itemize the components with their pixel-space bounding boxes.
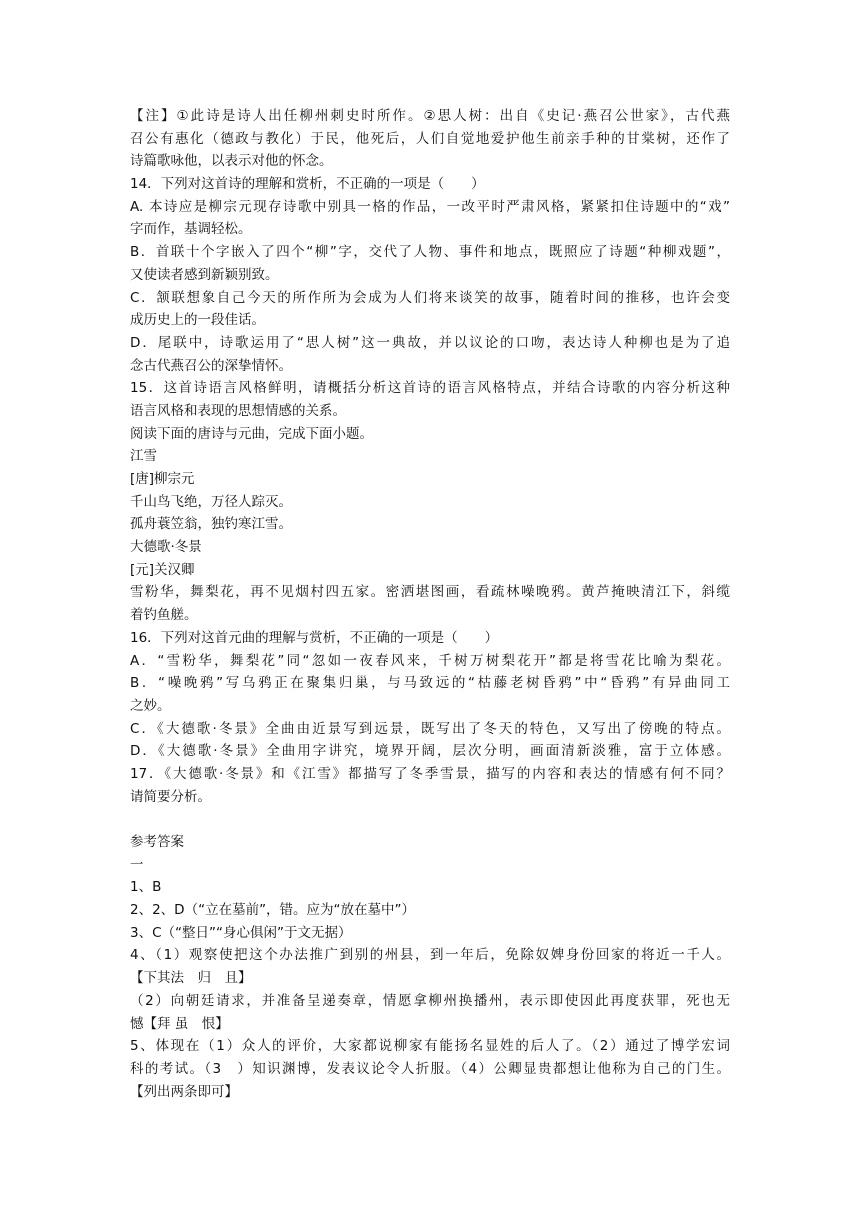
question-16-option-a: A．“雪粉华，舞梨花”同“忽如一夜春风来，千树万树梨花开”都是将雪花比喻为梨花。 <box>130 652 730 669</box>
qu-text-line-1: 雪粉华，舞梨花，再不见烟村四五家。密洒堪图画，看疏林噪晚鸦。黄芦掩映清江下，斜缆 <box>130 584 730 601</box>
question-17-line-2: 请简要分析。 <box>130 788 211 805</box>
qu-text-line-2: 着钓鱼艖。 <box>130 607 198 624</box>
answer-1: 1、B <box>130 879 162 896</box>
answer-5-line-2: 科的考试。（3 ）知识渊博，发表议论令人折服。（4）公卿显贵都想让他称为自己的门生。 <box>130 1060 730 1077</box>
question-14-option-c-line-2: 成历史上的一段佳话。 <box>130 312 265 329</box>
document-body <box>130 105 730 1103</box>
answer-4-line-1: 4、（1）观察使把这个办法推广到别的州县，到一年后，免除奴婢身份回家的将近一千人。 <box>130 947 730 964</box>
question-16-option-c: C．《大德歌·冬景》全曲由近景写到远景，既写出了冬天的特色，又写出了傍晚的特点。 <box>130 720 730 737</box>
poem-author: [唐]柳宗元 <box>130 471 195 487</box>
question-16-option-d: D．《大德歌·冬景》全曲用字讲究，境界开阔，层次分明，画面清新淡雅，富于立体感。 <box>130 743 730 760</box>
answer-4-line-2: 【下其法 归 且】 <box>130 970 252 987</box>
answers-heading: 参考答案 <box>130 834 184 850</box>
question-17-line-1: 17．《大德歌·冬景》和《江雪》都描写了冬季雪景，描写的内容和表达的情感有何不同？ <box>130 765 730 782</box>
qu-title: 大德歌·冬景 <box>130 539 202 556</box>
question-16: 16．下列对这首元曲的理解与赏析，不正确的一项是（ ） <box>130 629 499 646</box>
question-15-line-1: 15．这首诗语言风格鲜明，请概括分析这首诗的语言风格特点，并结合诗歌的内容分析这种 <box>130 380 730 397</box>
note-line-1: 【注】①此诗是诗人出任柳州刺史时所作。②思人树：出自《史记·燕召公世家》，古代燕 <box>130 108 730 124</box>
question-16-option-b-line-2: 之妙。 <box>130 697 171 714</box>
poem-line-1: 千山鸟飞绝，万径人踪灭。 <box>130 493 292 510</box>
note-line-2: 召公有惠化（德政与教化）于民，他死后，人们自觉地爱护他生前亲手种的甘棠树，还作了 <box>130 130 730 147</box>
answer-4-line-3: （2）向朝廷请求，并准备呈递奏章，情愿拿柳州换播州，表示即使因此再度获罪，死也无 <box>130 992 730 1009</box>
question-14-option-b-line-2: 又使读者感到新颖别致。 <box>130 266 279 283</box>
answer-5-line-3: 【列出两条即可】 <box>130 1083 238 1100</box>
note-line-3: 诗篇歌咏他，以表示对他的怀念。 <box>130 153 333 170</box>
question-14-option-a-line-2: 字而作，基调轻松。 <box>130 221 252 238</box>
question-14-option-c-line-1: C．颔联想象自己今天的所作所为会成为人们将来谈笑的故事，随着时间的推移，也许会变 <box>130 289 730 306</box>
reading-instruction: 阅读下面的唐诗与元曲，完成下面小题。 <box>130 425 373 442</box>
question-14-option-b-line-1: B．首联十个字嵌入了四个“柳”字，交代了人物、事件和地点，既照应了诗题“种柳戏题”， <box>130 244 730 261</box>
question-14: 14．下列对这首诗的理解和赏析，不正确的一项是（ ） <box>130 176 485 193</box>
answer-4-line-4: 憾【拜 虽 恨】 <box>130 1015 229 1032</box>
question-14-option-d-line-1: D．尾联中，诗歌运用了“思人树”这一典故，并以议论的口吻，表达诗人种柳也是为了追 <box>130 334 730 351</box>
qu-author: [元]关汉卿 <box>130 561 195 578</box>
answer-5-line-1: 5、体现在（1）众人的评价，大家都说柳家有能扬名显姓的后人了。（2）通过了博学宏词 <box>130 1038 730 1055</box>
question-14-option-a-line-1: A. 本诗应是柳宗元现存诗歌中别具一格的作品，一改平时严肃风格，紧紧扣住诗题中的“戏” <box>130 198 730 215</box>
answer-2: 2、2、D（“立在墓前”，错。应为“放在墓中”） <box>130 902 416 919</box>
question-16-option-b-line-1: B．“噪晚鸦”写乌鸦正在聚集归巢，与马致远的“枯藤老树昏鸦”中“昏鸦”有异曲同工 <box>130 675 730 692</box>
poem-line-2: 孤舟蓑笠翁，独钓寒江雪。 <box>130 516 292 533</box>
answers-section-one: 一 <box>130 856 144 873</box>
question-15-line-2: 语言风格和表现的思想情感的关系。 <box>130 402 346 419</box>
question-14-option-d-line-2: 念古代燕召公的深挚情怀。 <box>130 357 292 374</box>
blank-line <box>130 808 730 831</box>
answer-3: 3、C（“整日”“身心俱闲”于文无据） <box>130 924 352 941</box>
poem-title: 江雪 <box>130 448 157 465</box>
